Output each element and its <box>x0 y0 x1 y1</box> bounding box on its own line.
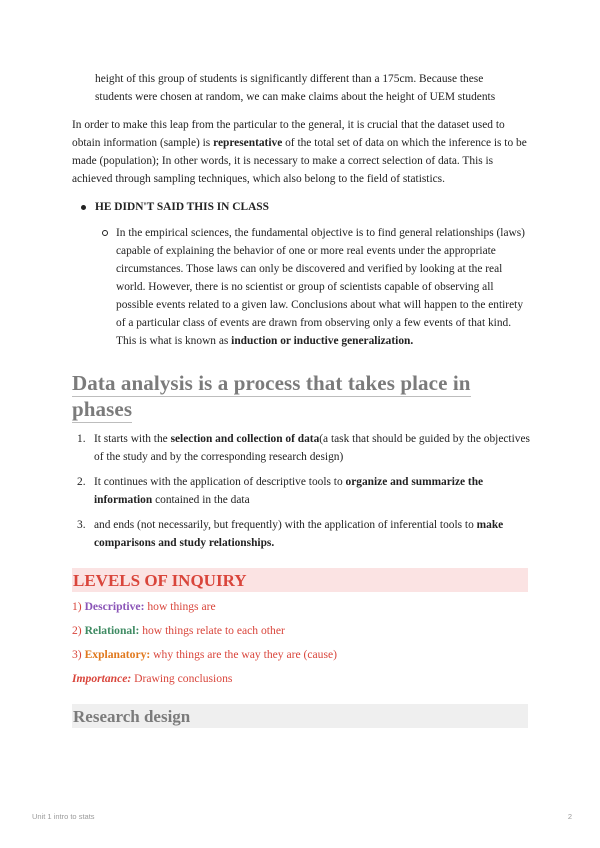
list-bold: organize and summarize the information <box>94 476 484 506</box>
level-desc: why things are the way they are (cause) <box>150 648 337 661</box>
list-text: It starts with the <box>94 433 171 445</box>
list-bold: selection and collection of data <box>170 433 320 445</box>
list-number: 1. <box>77 433 86 445</box>
heading-line-2: phases <box>72 397 133 421</box>
bullet-item <box>72 198 532 216</box>
level-relational <box>72 622 532 640</box>
bullet-dot-icon <box>81 205 86 210</box>
level-desc: how things relate to each other <box>139 624 285 637</box>
sub-bullet-bold: induction or inductive generalization. <box>231 335 414 347</box>
document-page <box>72 70 532 728</box>
sub-bullet-item <box>72 224 532 350</box>
paragraph-text-before: In order to make this leap from the particular to the general, it is crucial that the dataset used to obtain information (sample) is <box>72 119 505 149</box>
list-bold: make comparisons and study relationships. <box>94 519 504 549</box>
list-text-after: contained in the data <box>152 494 250 506</box>
intro-line-1: height of this group of students is significantly different than a 175cm. Because these <box>95 73 484 85</box>
level-term: Explanatory: <box>84 648 151 661</box>
research-design-heading: Research design <box>72 704 528 728</box>
footer-title: Unit 1 intro to stats <box>32 812 95 821</box>
importance-line <box>72 670 532 688</box>
representative-paragraph <box>72 116 532 188</box>
sub-bullet-circle-icon <box>102 230 108 236</box>
list-item <box>72 516 532 552</box>
heading-data-analysis <box>72 370 532 422</box>
level-descriptive <box>72 598 532 616</box>
list-item <box>72 430 532 466</box>
list-number: 3. <box>77 519 86 531</box>
phases-list <box>72 430 532 552</box>
bullet-label: HE DIDN'T SAID THIS IN CLASS <box>95 201 269 213</box>
paragraph-text-after: of the total set of data on which the inference is to be made (population); In other words, it is necessary to make a correct selection of data. This is achieved through sampling techniques, which also belong to the field of statistics. <box>72 137 527 185</box>
sub-bullet-text: In the empirical sciences, the fundamental objective is to find general relationships (laws) capable of explaining the behavior of one or more real events under the appropriate circumstances. Those laws can only be discovered and verified by looking at the real world. However, there is no scientist or group of scientists capable of observing all possible events related to a given law. Conclusions about what will happen to the entirety of a particular class of events are drawn from observing only a few events of that kind. This is what is known as <box>116 227 525 347</box>
page-number: 2 <box>567 812 572 821</box>
page-footer <box>32 812 572 821</box>
intro-line-2: students were chosen at random, we can make claims about the height of UEM students <box>95 91 496 103</box>
list-text: It continues with the application of descriptive tools to <box>94 476 346 488</box>
level-term: Relational: <box>84 624 140 637</box>
list-text: and ends (not necessarily, but frequently) with the application of inferential tools to <box>94 519 477 531</box>
level-desc: how things are <box>144 600 216 613</box>
level-prefix: 3) <box>72 648 85 661</box>
heading-line-1: Data analysis is a process that takes place in <box>72 371 471 395</box>
intro-continuation <box>95 70 532 106</box>
paragraph-bold-term: representative <box>213 137 283 149</box>
importance-desc: Drawing conclusions <box>131 672 233 685</box>
level-prefix: 1) <box>72 600 85 613</box>
list-text-after: (a task that should be guided by the objectives of the study and by the corresponding research design) <box>94 433 530 463</box>
level-explanatory <box>72 646 532 664</box>
list-number: 2. <box>77 476 86 488</box>
level-term: Descriptive: <box>84 600 145 613</box>
importance-term: Importance: <box>72 672 132 685</box>
levels-heading: LEVELS OF INQUIRY <box>72 568 528 592</box>
level-prefix: 2) <box>72 624 85 637</box>
list-item <box>72 473 532 509</box>
